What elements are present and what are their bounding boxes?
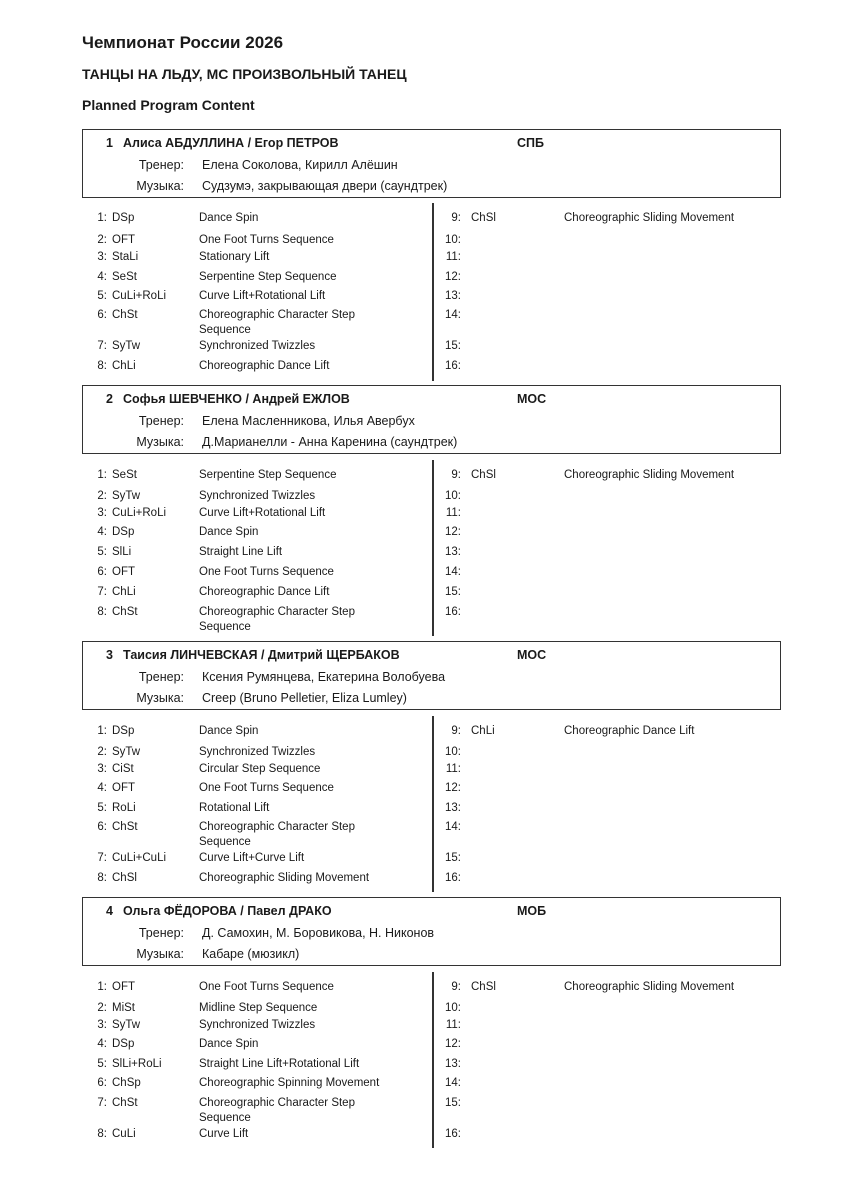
element-name: Curve Lift+Rotational Lift	[199, 507, 326, 519]
music-label: Музыка:	[136, 947, 184, 961]
element-number: 11:	[445, 763, 461, 775]
music-label: Музыка:	[136, 179, 184, 193]
element-number: 5:	[97, 802, 107, 814]
element-number: 14:	[445, 309, 461, 321]
element-number: 6:	[97, 566, 107, 578]
element-name: Choreographic Sliding Movement	[564, 981, 735, 993]
element-code: OFT	[112, 566, 135, 578]
element-number: 4:	[97, 782, 107, 794]
element-number: 10:	[445, 490, 461, 502]
entry-header-box	[82, 385, 781, 454]
coach-label: Тренер:	[138, 926, 184, 940]
element-code: ChSl	[471, 981, 496, 993]
element-number: 9:	[451, 981, 461, 993]
element-name: Dance Spin	[199, 526, 259, 538]
element-number: 1:	[97, 981, 107, 993]
element-number: 8:	[97, 606, 107, 618]
element-code: SyTw	[112, 1019, 141, 1031]
element-code: ChLi	[112, 586, 136, 598]
element-code: ChSl	[112, 872, 137, 884]
element-number: 13:	[445, 1058, 461, 1070]
element-number: 3:	[97, 507, 107, 519]
element-number: 5:	[97, 546, 107, 558]
element-number: 3:	[97, 763, 107, 775]
element-number: 4:	[97, 1038, 107, 1050]
skater-pair: Ольга ФЁДОРОВА / Павел ДРАКО	[123, 904, 332, 918]
element-code: ChSt	[112, 1097, 138, 1109]
club-code: МОС	[517, 648, 547, 662]
element-code: ChSt	[112, 309, 138, 321]
element-number: 14:	[445, 821, 461, 833]
column-divider	[432, 460, 434, 636]
element-number: 13:	[445, 290, 461, 302]
coach-value: Елена Соколова, Кирилл Алёшин	[202, 158, 398, 172]
element-number: 6:	[97, 821, 107, 833]
element-code: SyTw	[112, 746, 141, 758]
start-number: 3	[106, 648, 113, 662]
element-name: Stationary Lift	[199, 251, 270, 263]
music-value: Кабаре (мюзикл)	[202, 947, 300, 961]
element-number: 3:	[97, 1019, 107, 1031]
element-code: RoLi	[112, 802, 136, 814]
element-number: 11:	[445, 251, 461, 263]
element-number: 2:	[97, 490, 107, 502]
element-code: SlLi	[112, 546, 132, 558]
coach-value: Ксения Румянцева, Екатерина Волобуева	[202, 670, 446, 684]
element-code: ChSt	[112, 606, 138, 618]
element-name: Choreographic Sliding Movement	[199, 872, 370, 884]
coach-label: Тренер:	[138, 158, 184, 172]
element-name: Dance Spin	[199, 1038, 259, 1050]
element-code: DSp	[112, 212, 135, 224]
element-number: 6:	[97, 309, 107, 321]
element-name: Rotational Lift	[199, 802, 270, 814]
element-number: 12:	[445, 1038, 461, 1050]
element-name: One Foot Turns Sequence	[199, 566, 334, 578]
element-code: ChSl	[471, 212, 496, 224]
element-code: DSp	[112, 725, 135, 737]
element-number: 14:	[445, 566, 461, 578]
coach-value: Д. Самохин, М. Боровикова, Н. Никонов	[202, 926, 435, 940]
skater-names	[106, 648, 400, 662]
element-code: OFT	[112, 234, 135, 246]
element-number: 5:	[97, 1058, 107, 1070]
element-number: 7:	[97, 1097, 107, 1109]
element-name: Choreographic Character Step Sequence	[199, 1097, 355, 1124]
element-code: CuLi	[112, 1128, 136, 1140]
coach-label: Тренер:	[138, 670, 184, 684]
element-code: SyTw	[112, 340, 141, 352]
skater-pair: Алиса АБДУЛЛИНА / Егор ПЕТРОВ	[123, 136, 339, 150]
skater-pair: Таисия ЛИНЧЕВСКАЯ / Дмитрий ЩЕРБАКОВ	[123, 648, 400, 662]
element-name: Serpentine Step Sequence	[199, 271, 337, 283]
music-label: Музыка:	[136, 691, 184, 705]
skater-names	[106, 904, 332, 918]
column-divider	[432, 716, 434, 892]
element-number: 1:	[97, 469, 107, 481]
coach-value: Елена Масленникова, Илья Авербух	[202, 414, 415, 428]
element-number: 10:	[445, 746, 461, 758]
element-code: DSp	[112, 1038, 135, 1050]
element-code: ChSl	[471, 469, 496, 481]
element-name: Curve Lift	[199, 1128, 249, 1140]
report-subtitle: Planned Program Content	[82, 97, 255, 113]
element-number: 9:	[451, 212, 461, 224]
element-name: Choreographic Dance Lift	[199, 586, 330, 598]
skater-names	[106, 392, 350, 406]
element-code: CuLi+RoLi	[112, 290, 167, 302]
club-code: СПБ	[517, 136, 544, 150]
music-value: Судзумэ, закрывающая двери (саундтрек)	[202, 179, 448, 193]
element-number: 8:	[97, 1128, 107, 1140]
element-code: SeSt	[112, 469, 137, 481]
element-name: Choreographic Dance Lift	[564, 725, 695, 737]
element-number: 16:	[445, 360, 461, 372]
skater-pair: Софья ШЕВЧЕНКО / Андрей ЕЖЛОВ	[123, 392, 350, 406]
element-name: Dance Spin	[199, 725, 259, 737]
music-value: Д.Марианелли - Анна Каренина (саундтрек)	[202, 435, 458, 449]
element-number: 3:	[97, 251, 107, 263]
element-code: SlLi+RoLi	[112, 1058, 162, 1070]
element-name: Circular Step Sequence	[199, 763, 321, 775]
element-code: CuLi+CuLi	[112, 852, 167, 864]
element-name: One Foot Turns Sequence	[199, 234, 334, 246]
element-number: 15:	[445, 852, 461, 864]
element-name: Choreographic Dance Lift	[199, 360, 330, 372]
element-number: 6:	[97, 1077, 107, 1089]
element-name: Synchronized Twizzles	[199, 746, 316, 758]
element-number: 16:	[445, 1128, 461, 1140]
element-number: 5:	[97, 290, 107, 302]
element-name: Choreographic Character Step Sequence	[199, 309, 355, 336]
element-name: Choreographic Character Step Sequence	[199, 606, 355, 633]
element-name: Synchronized Twizzles	[199, 340, 316, 352]
element-number: 7:	[97, 340, 107, 352]
element-number: 10:	[445, 234, 461, 246]
skater-names	[106, 136, 339, 150]
element-name: Curve Lift+Rotational Lift	[199, 290, 326, 302]
start-number: 4	[106, 904, 113, 918]
element-name: Curve Lift+Curve Lift	[199, 852, 305, 864]
column-divider	[432, 203, 434, 381]
element-code: CuLi+RoLi	[112, 507, 167, 519]
start-number: 1	[106, 136, 113, 150]
element-number: 15:	[445, 340, 461, 352]
element-number: 8:	[97, 360, 107, 372]
element-number: 10:	[445, 1002, 461, 1014]
music-value: Creep (Bruno Pelletier, Eliza Lumley)	[202, 691, 407, 705]
element-number: 16:	[445, 872, 461, 884]
element-number: 15:	[445, 586, 461, 598]
element-name: Straight Line Lift+Rotational Lift	[199, 1058, 360, 1070]
element-name: Synchronized Twizzles	[199, 490, 316, 502]
element-number: 11:	[445, 1019, 461, 1031]
element-name: One Foot Turns Sequence	[199, 782, 334, 794]
element-number: 9:	[451, 725, 461, 737]
element-name: Choreographic Sliding Movement	[564, 469, 735, 481]
element-number: 1:	[97, 212, 107, 224]
element-name: Synchronized Twizzles	[199, 1019, 316, 1031]
entry-header-box	[82, 641, 781, 710]
entry-header-box	[82, 897, 781, 966]
element-name: Straight Line Lift	[199, 546, 283, 558]
music-label: Музыка:	[136, 435, 184, 449]
element-number: 11:	[445, 507, 461, 519]
element-number: 8:	[97, 872, 107, 884]
element-name: Dance Spin	[199, 212, 259, 224]
element-number: 16:	[445, 606, 461, 618]
element-code: OFT	[112, 981, 135, 993]
club-code: МОС	[517, 392, 547, 406]
element-number: 2:	[97, 1002, 107, 1014]
element-number: 9:	[451, 469, 461, 481]
element-code: OFT	[112, 782, 135, 794]
element-number: 13:	[445, 546, 461, 558]
element-code: CiSt	[112, 763, 134, 775]
column-divider	[432, 972, 434, 1148]
element-code: SyTw	[112, 490, 141, 502]
element-name: Choreographic Sliding Movement	[564, 212, 735, 224]
element-name: Serpentine Step Sequence	[199, 469, 337, 481]
entry-header-box	[82, 129, 781, 198]
element-number: 4:	[97, 271, 107, 283]
page-title: Чемпионат России 2026	[82, 33, 284, 52]
element-number: 12:	[445, 526, 461, 538]
element-code: ChLi	[112, 360, 136, 372]
element-name: Midline Step Sequence	[199, 1002, 318, 1014]
element-number: 2:	[97, 746, 107, 758]
element-number: 4:	[97, 526, 107, 538]
element-name: Choreographic Spinning Movement	[199, 1077, 380, 1089]
element-number: 1:	[97, 725, 107, 737]
element-code: SeSt	[112, 271, 137, 283]
event-title: ТАНЦЫ НА ЛЬДУ, МС ПРОИЗВОЛЬНЫЙ ТАНЕЦ	[82, 66, 407, 82]
element-code: StaLi	[112, 251, 139, 263]
element-code: DSp	[112, 526, 135, 538]
element-number: 12:	[445, 271, 461, 283]
element-number: 13:	[445, 802, 461, 814]
club-code: МОБ	[517, 904, 547, 918]
element-code: ChSp	[112, 1077, 141, 1089]
start-number: 2	[106, 392, 113, 406]
element-code: ChLi	[471, 725, 495, 737]
element-name: Choreographic Character Step Sequence	[199, 821, 355, 848]
element-code: MiSt	[112, 1002, 135, 1014]
element-code: ChSt	[112, 821, 138, 833]
element-number: 7:	[97, 852, 107, 864]
coach-label: Тренер:	[138, 414, 184, 428]
element-number: 14:	[445, 1077, 461, 1089]
element-number: 7:	[97, 586, 107, 598]
element-number: 2:	[97, 234, 107, 246]
element-number: 12:	[445, 782, 461, 794]
element-name: One Foot Turns Sequence	[199, 981, 334, 993]
element-number: 15:	[445, 1097, 461, 1109]
